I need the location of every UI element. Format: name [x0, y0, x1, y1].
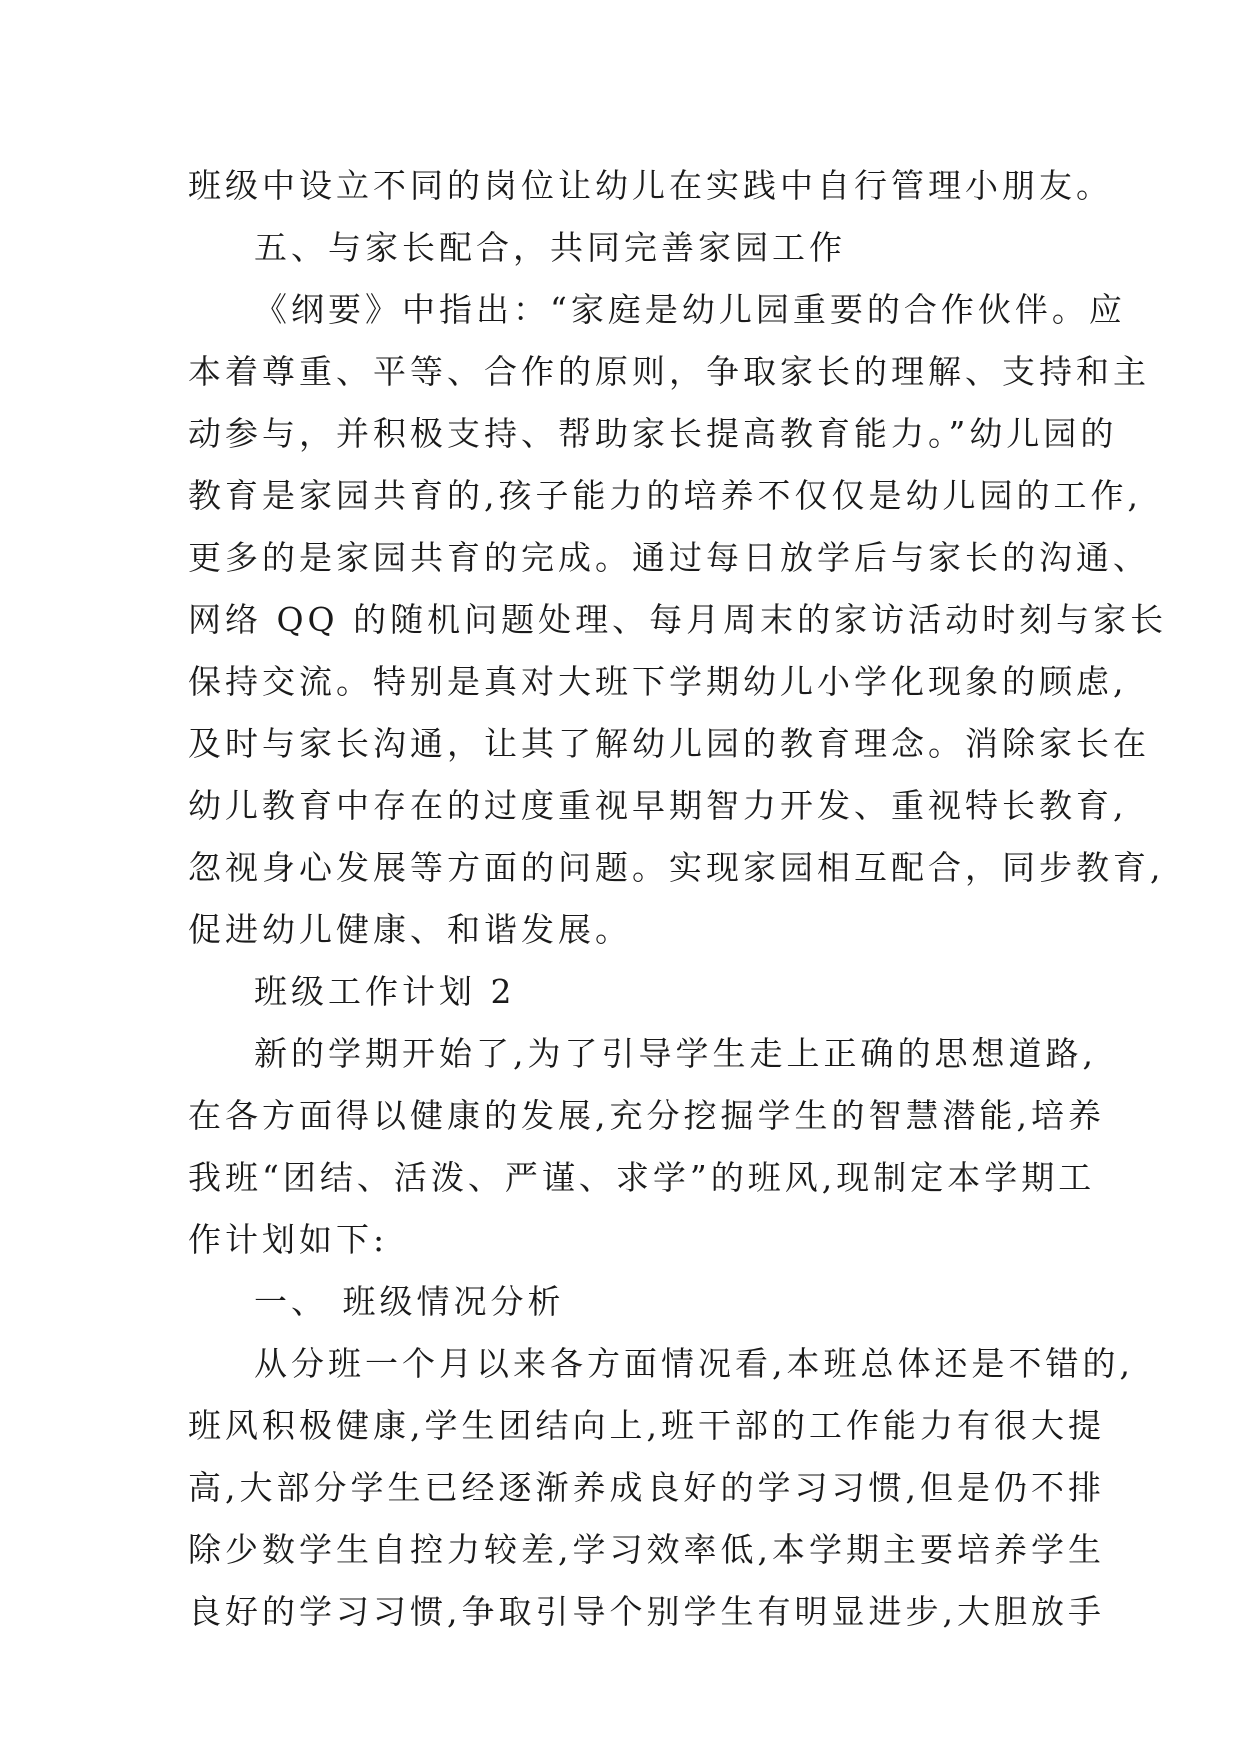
text-line: 及时与家长沟通，让其了解幼儿园的教育理念。消除家长在	[188, 724, 1150, 763]
text-line: 本着尊重、平等、合作的原则，争取家长的理解、支持和主	[188, 352, 1150, 391]
text-line: 班风积极健康,学生团结向上,班干部的工作能力有很大提	[188, 1406, 1105, 1445]
document-body	[188, 155, 1168, 1643]
text-line: 教育是家园共育的,孩子能力的培养不仅仅是幼儿园的工作,	[188, 476, 1142, 515]
text-line: 动参与，并积极支持、帮助家长提高教育能力。”幼儿园的	[188, 414, 1118, 453]
text-line: 从分班一个月以来各方面情况看,本班总体还是不错的,	[254, 1344, 1134, 1383]
text-line: 我班“团结、活泼、严谨、求学”的班风,现制定本学期工	[188, 1158, 1096, 1197]
text-line: 良好的学习习惯,争取引导个别学生有明显进步,大胆放手	[188, 1592, 1105, 1631]
text-line: 班级中设立不同的岗位让幼儿在实践中自行管理小朋友。	[188, 166, 1113, 205]
text-line: 高,大部分学生已经逐渐养成良好的学习习惯,但是仍不排	[188, 1468, 1105, 1507]
text-line: 促进幼儿健康、和谐发展。	[188, 910, 632, 949]
text-line: 更多的是家园共育的完成。通过每日放学后与家长的沟通、	[188, 538, 1150, 577]
section-heading: 一、 班级情况分析	[254, 1282, 565, 1321]
text-line: 网络 QQ 的随机问题处理、每月周末的家访活动时刻与家长	[188, 600, 1168, 639]
section-heading: 五、与家长配合，共同完善家园工作	[254, 228, 846, 267]
text-line: 《纲要》中指出：“家庭是幼儿园重要的合作伙伴。应	[254, 290, 1126, 329]
text-line: 作计划如下:	[188, 1220, 389, 1259]
text-line: 忽视身心发展等方面的问题。实现家园相互配合，同步教育,	[188, 848, 1165, 887]
text-line: 保持交流。特别是真对大班下学期幼儿小学化现象的顾虑,	[188, 662, 1128, 701]
text-line: 在各方面得以健康的发展,充分挖掘学生的智慧潜能,培养	[188, 1096, 1105, 1135]
text-line: 幼儿教育中存在的过度重视早期智力开发、重视特长教育,	[188, 786, 1128, 825]
text-line: 新的学期开始了,为了引导学生走上正确的思想道路,	[254, 1034, 1097, 1073]
section-title: 班级工作计划 2	[254, 972, 516, 1011]
text-line: 除少数学生自控力较差,学习效率低,本学期主要培养学生	[188, 1530, 1105, 1569]
